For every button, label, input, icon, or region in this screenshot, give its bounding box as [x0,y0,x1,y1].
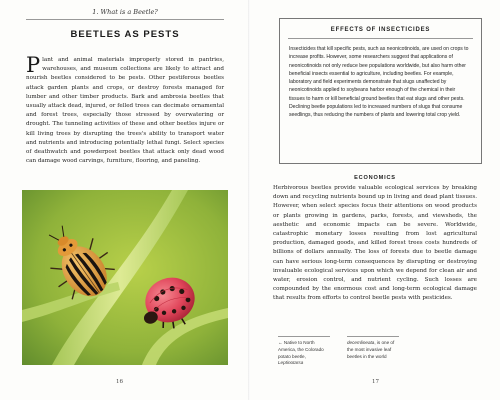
beetle-photo [22,190,228,365]
caption-rule [347,336,399,337]
caption-text: Native to North America, the Colorado potato beetle, [278,340,324,359]
caption-rule [278,336,330,337]
sidebar-title: EFFECTS OF INSECTICIDES [330,27,431,33]
caption-text: , is one of the most invasive leaf beetles in the world [347,340,395,359]
photo-caption-col2 [347,340,399,360]
sidebar-box [279,18,482,164]
drop-cap: P [26,53,41,77]
page-number-left: 16 [116,379,123,385]
caption-species: decemlineata [347,340,375,345]
page-number-right: 17 [372,379,379,385]
running-head-rule [26,19,224,20]
sidebar-rule [288,38,473,39]
section-heading: BEETLES AS PESTS [70,29,180,40]
economics-paragraph: Herbivorous beetles provide valuable ecological services by breaking down and recycling nutrients bound up in living and dead plant tissues. However, when select species focus their attentions on wood products or plants growing in gardens, parks, forests, and viewsheds, the aesthetic and economic impacts can be severe. Worldwide, catastrophic monetary losses resulting from lost agricultural production, damaged goods, and killed forest trees costs hundreds of billions of dollars annually. The loss of forests due to beetle damage can have serious long-term consequences by disrupting or destroying invaluable ecological services upon which we depend for clean air and water, erosion control, and nutrient cycling. Such losses are compounded by the enormous cost and long-term ecological damage that results from efforts to control beetle pests with pesticides. [273,185,477,302]
running-head: 1. What is a Beetle? [92,8,158,16]
body-paragraph-text: lant and animal materials improperly stored in pantries, warehouses, and museum collections are likely to attract and nourish beetles considered to be pests. Other pestiferous beetles attack garden plants and crops, or destroy forests managed for lumber and other timber products. Bark and ambrosia beetles that usually attack dead, injured, or felled trees can decimate ornamental and forest trees, especially those stressed by overwatering or drought. The tunneling activities of these and other beetles injure or kill living trees by disrupting the trees's ability to transport water and nutrients and introducing potentially lethal fungi. Select species of deathwatch and powderpost beetles that attack only dead wood can damage wood carvings, furniture, flooring, and paneling. [26,57,224,165]
left-arrow-icon: ← [278,340,283,345]
beetle-illustration [22,190,228,365]
right-page [250,0,500,400]
photo-caption-col1 [278,340,330,367]
subsection-heading: ECONOMICS [354,175,396,181]
sidebar-text: Insecticides that kill specific pests, such as neonicotinoids, are used on crops to increase profits. However, some researchers suggest that applications of neonicotinoids not only reduce bee populations worldwide, but also harm other beneficial insects essential to agriculture, including beetles. For example, laboratory and field experiments demonstrate that slugs unaffected by neonicotinoids applied to soybeans harbor enough of the chemical in their tissues to harm or kill beneficial ground beetles that eat slugs and other pests. Declining beetle populations led to increased numbers of slugs that consume seedlings, thus reducing the numbers of plants and lowering total crop yield. [289,46,469,119]
caption-genus: Leptinotarsa [278,360,304,366]
body-paragraph [26,53,224,166]
